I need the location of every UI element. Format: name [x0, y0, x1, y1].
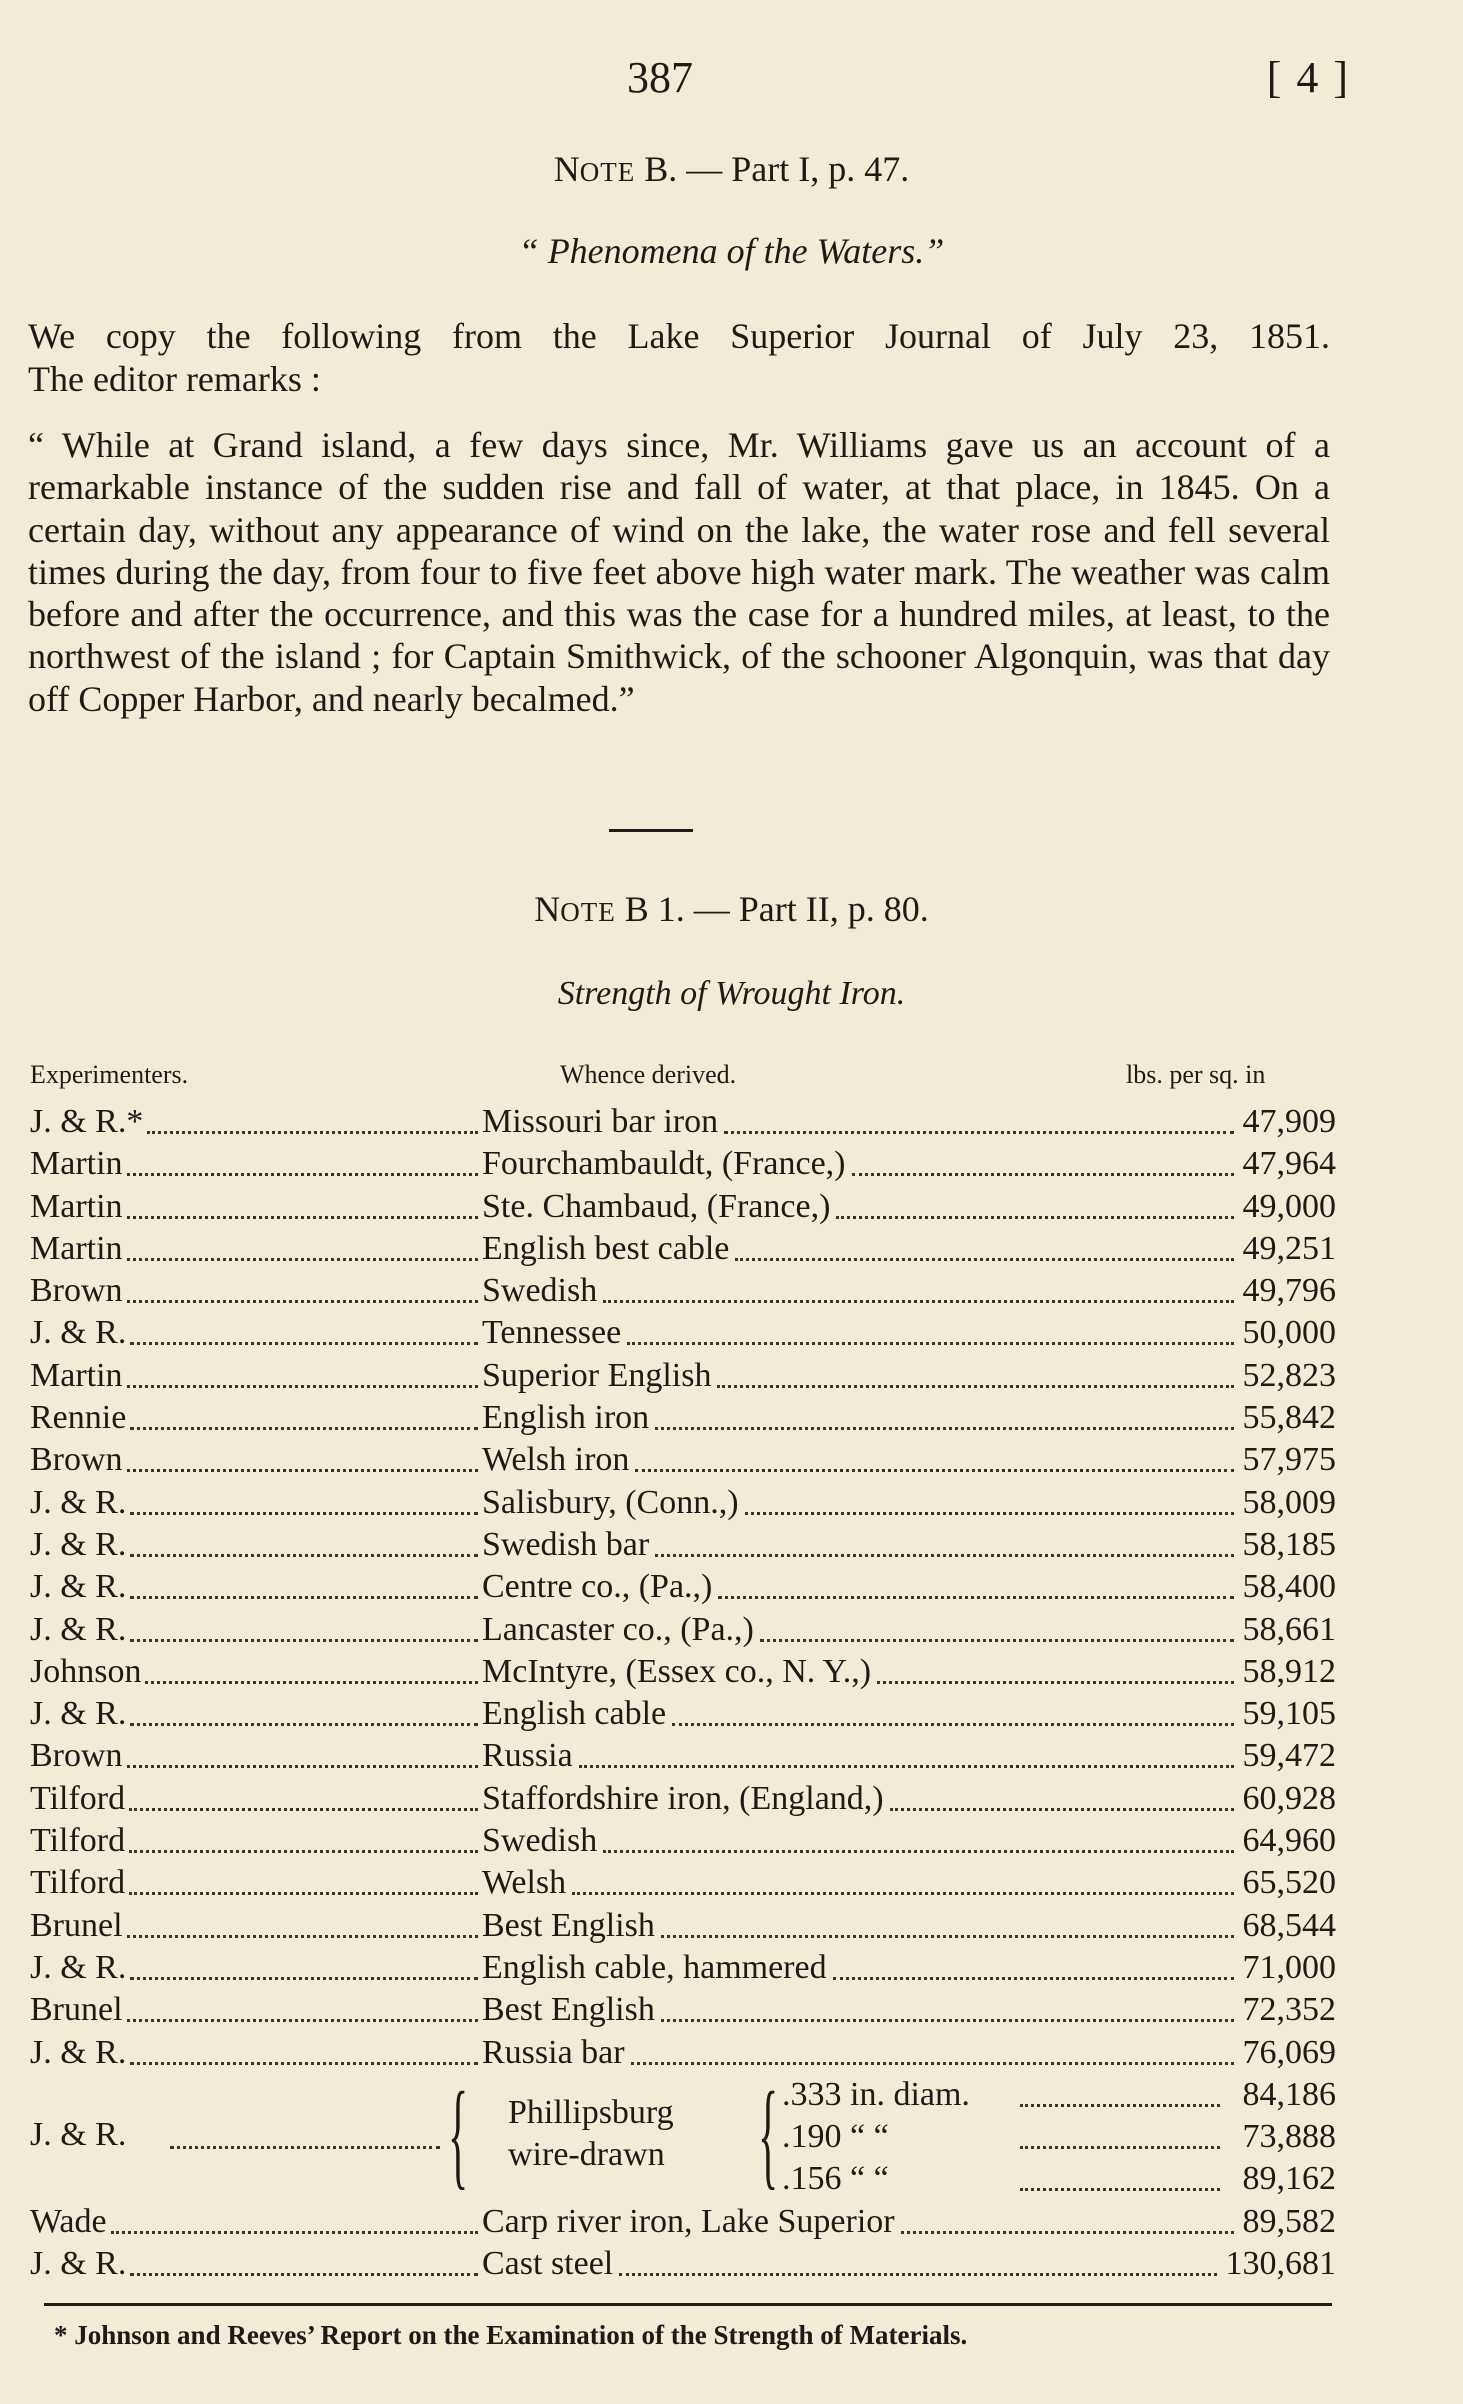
table-row [30, 1439, 1336, 1481]
leader-dots [129, 1808, 478, 1811]
leader-dots [130, 1512, 478, 1515]
whence-cell: Russia [482, 1737, 573, 1775]
experimenter-cell: J. & R. [30, 1525, 127, 1563]
size-cell: .190 “ “ [782, 2118, 889, 2156]
table-row [30, 1609, 1336, 1651]
leader-dots [127, 1173, 478, 1176]
experimenter-cell: J. & R. [30, 2115, 127, 2153]
table-row [30, 1312, 1336, 1354]
note-b1-title-tail: B 1. — Part II, p. 80. [615, 889, 929, 929]
value-cell: 68,544 [1242, 1906, 1336, 1944]
leader-dots [1020, 2188, 1220, 2191]
experimenter-cell: Tilford [30, 1822, 126, 1860]
leader-dots [130, 2062, 478, 2065]
whence-cell: Welsh iron [482, 1441, 630, 1479]
value-cell: 58,661 [1242, 1610, 1336, 1648]
value-cell: 58,009 [1242, 1483, 1336, 1521]
value-cell: 60,928 [1242, 1779, 1336, 1817]
leader-dots [130, 1342, 478, 1345]
value-cell: 130,681 [1225, 2245, 1336, 2283]
quoted-paragraph: “ While at Grand island, a few days since, Mr. Williams gave us an account of a remarkable instance of the sudden rise and fall of water, at that place, in 1845. On a certain day, without any appearance of wind on the lake, the water rose and fell several times during the day, from four to five feet above high water mark. The weather was calm before and after the occurrence, and this was the case for a hundred miles, at least, to the northwest of the island ; for Captain Smithwick, of the schooner Algonquin, was that day off Copper Harbor, and nearly becalmed.” [28, 425, 1330, 719]
leader-dots [127, 1469, 478, 1472]
leader-dots [718, 1596, 1234, 1599]
value-cell: 57,975 [1242, 1441, 1336, 1479]
leader-dots [130, 1554, 478, 1557]
leader-dots [901, 2231, 1234, 2234]
leader-dots [127, 2019, 478, 2022]
leader-dots [655, 1554, 1234, 1557]
leader-dots [760, 1639, 1234, 1642]
experimenter-cell: J. & R. [30, 1483, 127, 1521]
table-row [30, 1228, 1336, 1270]
leader-dots [579, 1765, 1234, 1768]
experimenter-cell: J. & R. [30, 1948, 127, 1986]
table-row [30, 1947, 1336, 1989]
note-b-subtitle: “ Phenomena of the Waters.” [518, 231, 945, 271]
leader-dots [127, 1216, 478, 1219]
table-row [30, 1735, 1336, 1777]
value-cell: 49,000 [1242, 1187, 1336, 1225]
value-cell: 71,000 [1242, 1948, 1336, 1986]
value-cell: 73,888 [1242, 2118, 1336, 2156]
experimenter-cell: Brown [30, 1737, 123, 1775]
whence-cell: Welsh [482, 1864, 567, 1902]
experimenter-cell: Rennie [30, 1399, 127, 1437]
whence-cell: English best cable [482, 1229, 730, 1267]
table-row-group [30, 2066, 1336, 2201]
leader-dots [655, 1427, 1234, 1430]
leader-dots [111, 2231, 478, 2234]
table-row [30, 1820, 1336, 1862]
experimenter-cell: Johnson [30, 1652, 142, 1690]
note-b1-title [0, 888, 1463, 930]
leader-dots [127, 1300, 478, 1303]
whence-cell: Swedish [482, 1822, 598, 1860]
whence-cell: English cable, hammered [482, 1948, 827, 1986]
whence-cell: Best English [482, 1906, 655, 1944]
whence-cell: Salisbury, (Conn.,) [482, 1483, 739, 1521]
leader-dots [603, 1850, 1234, 1853]
whence-cell: Lancaster co., (Pa.,) [482, 1610, 754, 1648]
leader-dots [130, 1596, 478, 1599]
leader-dots [145, 1681, 478, 1684]
experimenter-cell: Wade [30, 2202, 107, 2240]
value-cell: 76,069 [1242, 2033, 1336, 2071]
experimenter-cell: Martin [30, 1229, 123, 1267]
experimenter-cell: J. & R.* [30, 1103, 144, 1140]
whence-cell-line1: Phillipsburg [508, 2093, 674, 2131]
whence-cell: Fourchambauldt, (France,) [482, 1145, 846, 1183]
experimenter-cell: Brunel [30, 1906, 123, 1944]
whence-cell-line2: wire-drawn [508, 2135, 665, 2173]
value-cell: 64,960 [1242, 1822, 1336, 1860]
value-cell: 52,823 [1242, 1356, 1336, 1394]
leader-dots [130, 1639, 478, 1642]
table-row [30, 1101, 1336, 1143]
leader-dots [619, 2273, 1217, 2276]
table-row [30, 1989, 1336, 2031]
experimenter-cell: Tilford [30, 1779, 126, 1817]
experimenter-cell: Brunel [30, 1991, 123, 2029]
leader-dots [833, 1977, 1234, 1980]
leader-dots [672, 1723, 1234, 1726]
value-cell: 59,472 [1242, 1737, 1336, 1775]
leader-dots [1020, 2104, 1220, 2107]
size-cell: .333 in. diam. [782, 2075, 970, 2113]
value-cell: 58,912 [1242, 1652, 1336, 1690]
leader-dots [661, 1935, 1234, 1938]
value-cell: 89,162 [1242, 2160, 1336, 2198]
whence-cell: McIntyre, (Essex co., N. Y.,) [482, 1652, 872, 1690]
value-cell: 49,796 [1242, 1272, 1336, 1310]
leader-dots [129, 1850, 478, 1853]
brace-icon: { [448, 2066, 469, 2200]
leader-dots [661, 2019, 1234, 2022]
experimenter-cell: Martin [30, 1356, 123, 1394]
whence-cell: Centre co., (Pa.,) [482, 1568, 713, 1606]
note-title-smallcaps: OTE [579, 157, 636, 187]
note-title-initial: N [553, 149, 580, 189]
table-row [30, 1397, 1336, 1439]
whence-cell: Missouri bar iron [482, 1103, 719, 1140]
leader-dots [130, 1977, 478, 1980]
table-row [30, 2243, 1336, 2285]
whence-cell: Carp river iron, Lake Superior [482, 2202, 895, 2240]
value-cell: 59,105 [1242, 1695, 1336, 1733]
leader-dots [127, 1385, 478, 1388]
table-row [30, 1905, 1336, 1947]
whence-cell: Russia bar [482, 2033, 625, 2071]
whence-cell: English cable [482, 1695, 667, 1733]
brace-icon: { [758, 2066, 779, 2200]
leader-dots [877, 1681, 1234, 1684]
table-row [30, 1566, 1336, 1608]
leader-dots [635, 1469, 1234, 1472]
table-row [30, 2032, 1336, 2074]
experimenter-cell: Martin [30, 1145, 123, 1183]
whence-cell: English iron [482, 1399, 650, 1437]
table-row [30, 1778, 1336, 1820]
leader-dots [724, 1131, 1234, 1134]
whence-cell: Ste. Chambaud, (France,) [482, 1187, 831, 1225]
leader-dots [627, 1342, 1234, 1345]
value-cell: 49,251 [1242, 1229, 1336, 1267]
experimenter-cell: Brown [30, 1441, 123, 1479]
leader-dots [717, 1385, 1234, 1388]
intro-line-2: The editor remarks : [28, 359, 321, 399]
value-cell: 84,186 [1242, 2075, 1336, 2113]
value-cell: 58,185 [1242, 1525, 1336, 1563]
value-cell: 58,400 [1242, 1568, 1336, 1606]
leader-dots [745, 1512, 1234, 1515]
table-row [30, 2201, 1336, 2243]
experimenter-cell: J. & R. [30, 1610, 127, 1648]
whence-cell: Swedish [482, 1272, 598, 1310]
leader-dots [127, 1765, 478, 1768]
experimenter-cell: Martin [30, 1187, 123, 1225]
column-header-whence: Whence derived. [560, 1060, 737, 1089]
column-header-experimenters: Experimenters. [30, 1060, 189, 1089]
intro-paragraph [28, 315, 1330, 401]
value-cell: 47,964 [1242, 1145, 1336, 1183]
value-cell: 50,000 [1242, 1314, 1336, 1352]
table-row [30, 1651, 1336, 1693]
whence-cell: Superior English [482, 1356, 712, 1394]
leader-dots [852, 1173, 1234, 1176]
footnote-rule [44, 2303, 1332, 2306]
leader-dots [130, 1427, 478, 1430]
document-number: [ 4 ] [1266, 53, 1350, 102]
leader-dots [170, 2146, 440, 2149]
value-cell: 47,909 [1242, 1103, 1336, 1140]
experimenter-cell: J. & R. [30, 2245, 127, 2283]
value-cell: 65,520 [1242, 1864, 1336, 1902]
note-title-tail: B. — Part I, p. 47. [635, 149, 910, 189]
experimenter-cell: J. & R. [30, 2033, 127, 2071]
column-header-lbs: lbs. per sq. in [1126, 1060, 1266, 1089]
leader-dots [735, 1258, 1234, 1261]
table-row [30, 1355, 1336, 1397]
leader-dots [836, 1216, 1234, 1219]
table-row [30, 1862, 1336, 1904]
leader-dots [147, 1131, 478, 1134]
leader-dots [572, 1892, 1234, 1895]
leader-dots [129, 1892, 478, 1895]
table-row [30, 1186, 1336, 1228]
table-row [30, 1524, 1336, 1566]
experimenter-cell: J. & R. [30, 1568, 127, 1606]
leader-dots [127, 1935, 478, 1938]
table-row [30, 1143, 1336, 1185]
experimenter-cell: Brown [30, 1272, 123, 1310]
whence-cell: Swedish bar [482, 1525, 650, 1563]
whence-cell: Staffordshire iron, (England,) [482, 1779, 884, 1817]
whence-cell: Best English [482, 1991, 655, 2029]
value-cell: 89,582 [1242, 2202, 1336, 2240]
experimenter-cell: Tilford [30, 1864, 126, 1902]
leader-dots [631, 2062, 1234, 2065]
value-cell: 55,842 [1242, 1399, 1336, 1437]
leader-dots [1020, 2146, 1220, 2149]
section-divider [609, 829, 693, 832]
leader-dots [603, 1300, 1234, 1303]
note-b1-subtitle: Strength of Wrought Iron. [557, 975, 906, 1012]
note-b1-title-initial: N [534, 889, 561, 929]
value-cell: 72,352 [1242, 1991, 1336, 2029]
leader-dots [890, 1808, 1234, 1811]
leader-dots [127, 1258, 478, 1261]
experimenter-cell: J. & R. [30, 1695, 127, 1733]
table-row [30, 1693, 1336, 1735]
intro-line-1: We copy the following from the Lake Superior Journal of July 23, 1851. [28, 316, 1330, 356]
table-row [30, 1270, 1336, 1312]
table-row [30, 1482, 1336, 1524]
strength-table [30, 1101, 1336, 2285]
leader-dots [130, 1723, 478, 1726]
experimenter-cell: J. & R. [30, 1314, 127, 1352]
note-b1-title-smallcaps: OTE [560, 897, 616, 927]
footnote: * Johnson and Reeves’ Report on the Examination of the Strength of Materials. [54, 2320, 968, 2350]
size-cell: .156 “ “ [782, 2160, 889, 2198]
whence-cell: Tennessee [482, 1314, 622, 1352]
note-b-title [0, 148, 1463, 190]
whence-cell: Cast steel [482, 2245, 614, 2283]
page-number: 387 [627, 53, 693, 102]
leader-dots [130, 2273, 478, 2276]
